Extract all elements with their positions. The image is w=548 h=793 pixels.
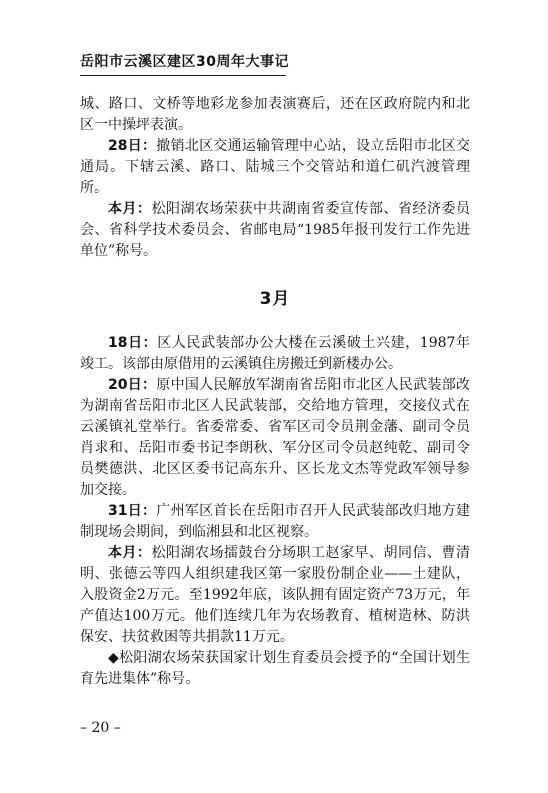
entry-date-label: 18日： [108, 335, 158, 351]
page-number: – 20 – [80, 720, 121, 736]
paragraph-text: ◆松阳湖农场荣获国家计划生育委员会授予的“全国计划生育先进集体”称号。 [80, 650, 470, 687]
paragraph-entry [80, 199, 470, 262]
paragraph-text: 原中国人民解放军湖南省岳阳市北区人民武装部改为湖南省岳阳市北区人民武装部，交给地方管理，交接仪式在云溪镇礼堂举行。省委常委、省军区司令员荆金藩、副司令员肖求和、岳阳市委书记李朗秋、军分区司令员赵纯乾、副司令员樊德洪、北区区委书记高东升、区长龙文杰等党政军领导参加交接。 [80, 377, 470, 498]
entry-date-label: 20日： [108, 377, 157, 393]
paragraph-text: 区人民武装部办公大楼在云溪破土兴建，1987年竣工。该部由原借用的云溪镇住房搬迁到新楼办公。 [80, 335, 470, 372]
paragraph-entry [80, 648, 470, 690]
section-february-continued [80, 94, 470, 262]
paragraph-entry [80, 501, 470, 543]
month-heading: 3月 [259, 289, 291, 309]
paragraph-text: 广州军区首长在岳阳市召开人民武装部改归地方建制现场会期间，到临湘县和北区视察。 [80, 503, 470, 540]
paragraph-entry [80, 543, 470, 648]
entry-date-label: 本月： [108, 201, 152, 217]
paragraph-entry [80, 375, 470, 501]
running-header-title: 岳阳市云溪区建区30周年大事记 [80, 54, 289, 70]
paragraph-text: 松阳湖农场荣获中共湖南省委宣传部、省经济委员会、省科学技术委员会、省邮电局“1985年报刊发行工作先进单位”称号。 [80, 201, 470, 259]
entry-date-label: 28日： [108, 138, 157, 154]
entry-date-label: 本月： [108, 545, 152, 561]
entry-date-label: 31日： [108, 503, 157, 519]
paragraph-entry [80, 136, 470, 199]
paragraph-text: 城、路口、文桥等地彩龙参加表演赛后，还在区政府院内和北区一中操坪表演。 [80, 96, 470, 133]
paragraph-entry [80, 333, 470, 375]
paragraph-continued [80, 94, 470, 136]
page-content [80, 94, 470, 690]
section-march [80, 333, 470, 690]
paragraph-text: 松阳湖农场擂鼓台分场职工赵家早、胡同信、曹清明、张德云等四人组织建我区第一家股份制企业——土建队，入股资金2万元。至1992年底，该队拥有固定资产73万元，年产值达100万元。他们连续几年为农场教育、植树造林、防洪保安、扶贫救困等共捐款11万元。 [80, 545, 470, 645]
paragraph-text: 撤销北区交通运输管理中心站，设立岳阳市北区交通局。下辖云溪、路口、陆城三个交管站和道仁矶汽渡管理所。 [80, 138, 470, 196]
header-rule [80, 75, 286, 76]
